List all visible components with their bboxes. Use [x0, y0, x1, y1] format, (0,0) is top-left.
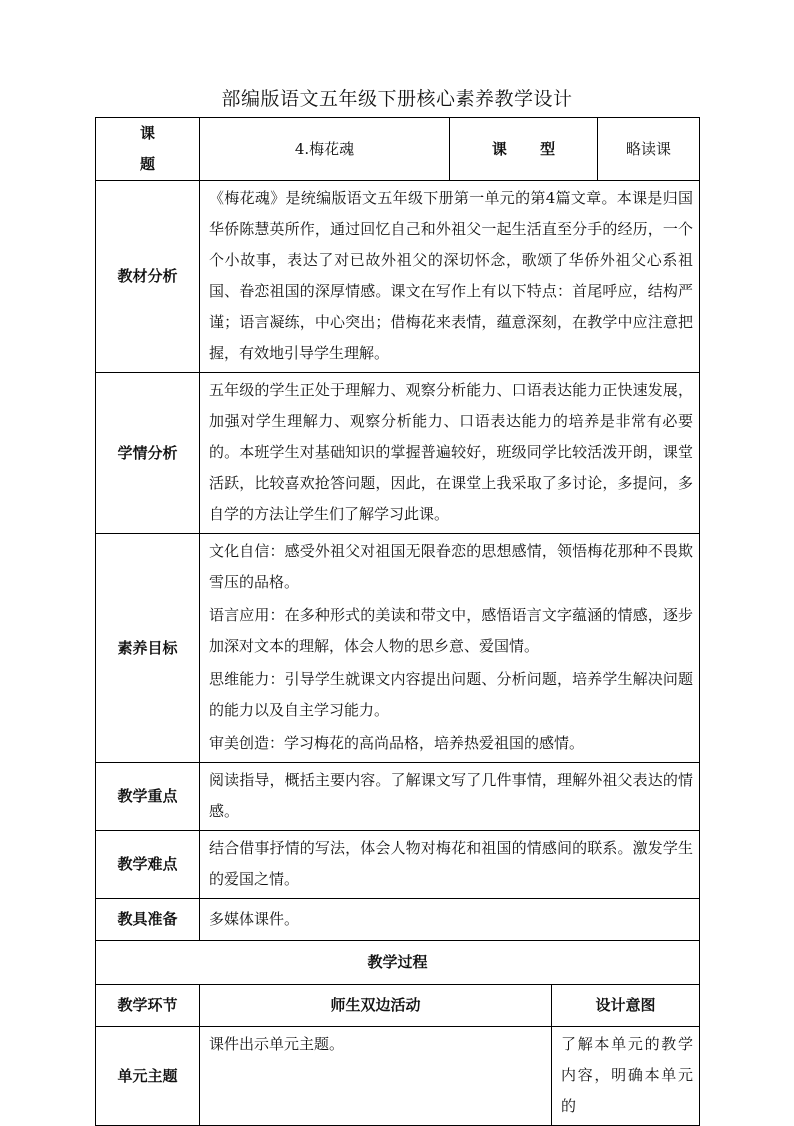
col-activity-header: 师生双边活动: [200, 985, 552, 1027]
process-row: [96, 1027, 700, 1126]
textbook-analysis-label: 教材分析: [96, 181, 200, 373]
goal-language-use: 语言应用：在多种形式的美读和带文中，感悟语言文字蕴涵的情感，逐步加深对文本的理解，体会人物的思乡意、爱国情。: [209, 606, 694, 655]
lesson-type-label: 课 型: [450, 118, 598, 181]
document-title: 部编版语文五年级下册核心素养教学设计: [221, 88, 573, 110]
topic-value: 4.梅花魂: [200, 118, 450, 181]
goal-aesthetic-creation: 审美创造：学习梅花的高尚品格，培养热爱祖国的感情。: [209, 734, 585, 752]
process-section-title: 教学过程: [96, 941, 700, 985]
process-activity: 课件出示单元主题。: [200, 1027, 552, 1126]
difficult-points-row: [96, 831, 700, 899]
student-analysis-row: [96, 373, 700, 534]
materials-row: [96, 899, 700, 941]
goal-cultural-confidence: 文化自信：感受外祖父对祖国无限眷恋的思想感情，领悟梅花那种不畏欺雪压的品格。: [209, 542, 694, 591]
difficult-points-label: 教学难点: [96, 831, 200, 899]
materials-text: 多媒体课件。: [200, 899, 700, 941]
lesson-type-value: 略读课: [598, 118, 700, 181]
goal-thinking-ability: 思维能力：引导学生就课文内容提出问题、分析问题，培养学生解决问题的能力以及自主学习能力。: [209, 670, 694, 719]
topic-label: 课 题: [96, 118, 200, 181]
literacy-goals-list: [200, 534, 700, 763]
textbook-analysis-row: [96, 181, 700, 373]
materials-label: 教具准备: [96, 899, 200, 941]
col-intent-header: 设计意图: [552, 985, 700, 1027]
topic-row: [96, 118, 700, 181]
lesson-plan-table: [95, 117, 700, 1126]
key-points-label: 教学重点: [96, 763, 200, 831]
textbook-analysis-text: 《梅花魂》是统编版语文五年级下册第一单元的第4篇文章。本课是归国华侨陈慧英所作，通过回忆自己和外祖父一起生活直至分手的经历，一个个小故事，表达了对已故外祖父的深切怀念，歌颂了华侨外祖父心系祖国、眷恋祖国的深厚情感。课文在写作上有以下特点：首尾呼应，结构严谨；语言凝练，中心突出；借梅花来表情，蕴意深刻，在教学中应注意把握，有效地引导学生理解。: [200, 181, 700, 373]
process-section-row: [96, 941, 700, 985]
col-stage-header: 教学环节: [96, 985, 200, 1027]
difficult-points-text: 结合借事抒情的写法，体会人物对梅花和祖国的情感间的联系。激发学生的爱国之情。: [200, 831, 700, 899]
literacy-goals-label: 素养目标: [96, 534, 200, 763]
literacy-goals-row: [96, 534, 700, 763]
student-analysis-label: 学情分析: [96, 373, 200, 534]
process-header-row: [96, 985, 700, 1027]
process-intent: 了解本单元的教学内容，明确本单元的: [552, 1027, 700, 1126]
process-stage: 单元主题: [96, 1027, 200, 1126]
key-points-row: [96, 763, 700, 831]
student-analysis-text: 五年级的学生正处于理解力、观察分析能力、口语表达能力正快速发展，加强对学生理解力、观察分析能力、口语表达能力的培养是非常有必要的。本班学生对基础知识的掌握普遍较好，班级同学比较活泼开朗，课堂活跃，比较喜欢抢答问题，因此，在课堂上我采取了多讨论，多提问，多自学的方法让学生们了解学习此课。: [200, 373, 700, 534]
key-points-text: 阅读指导，概括主要内容。了解课文写了几件事情，理解外祖父表达的情感。: [200, 763, 700, 831]
